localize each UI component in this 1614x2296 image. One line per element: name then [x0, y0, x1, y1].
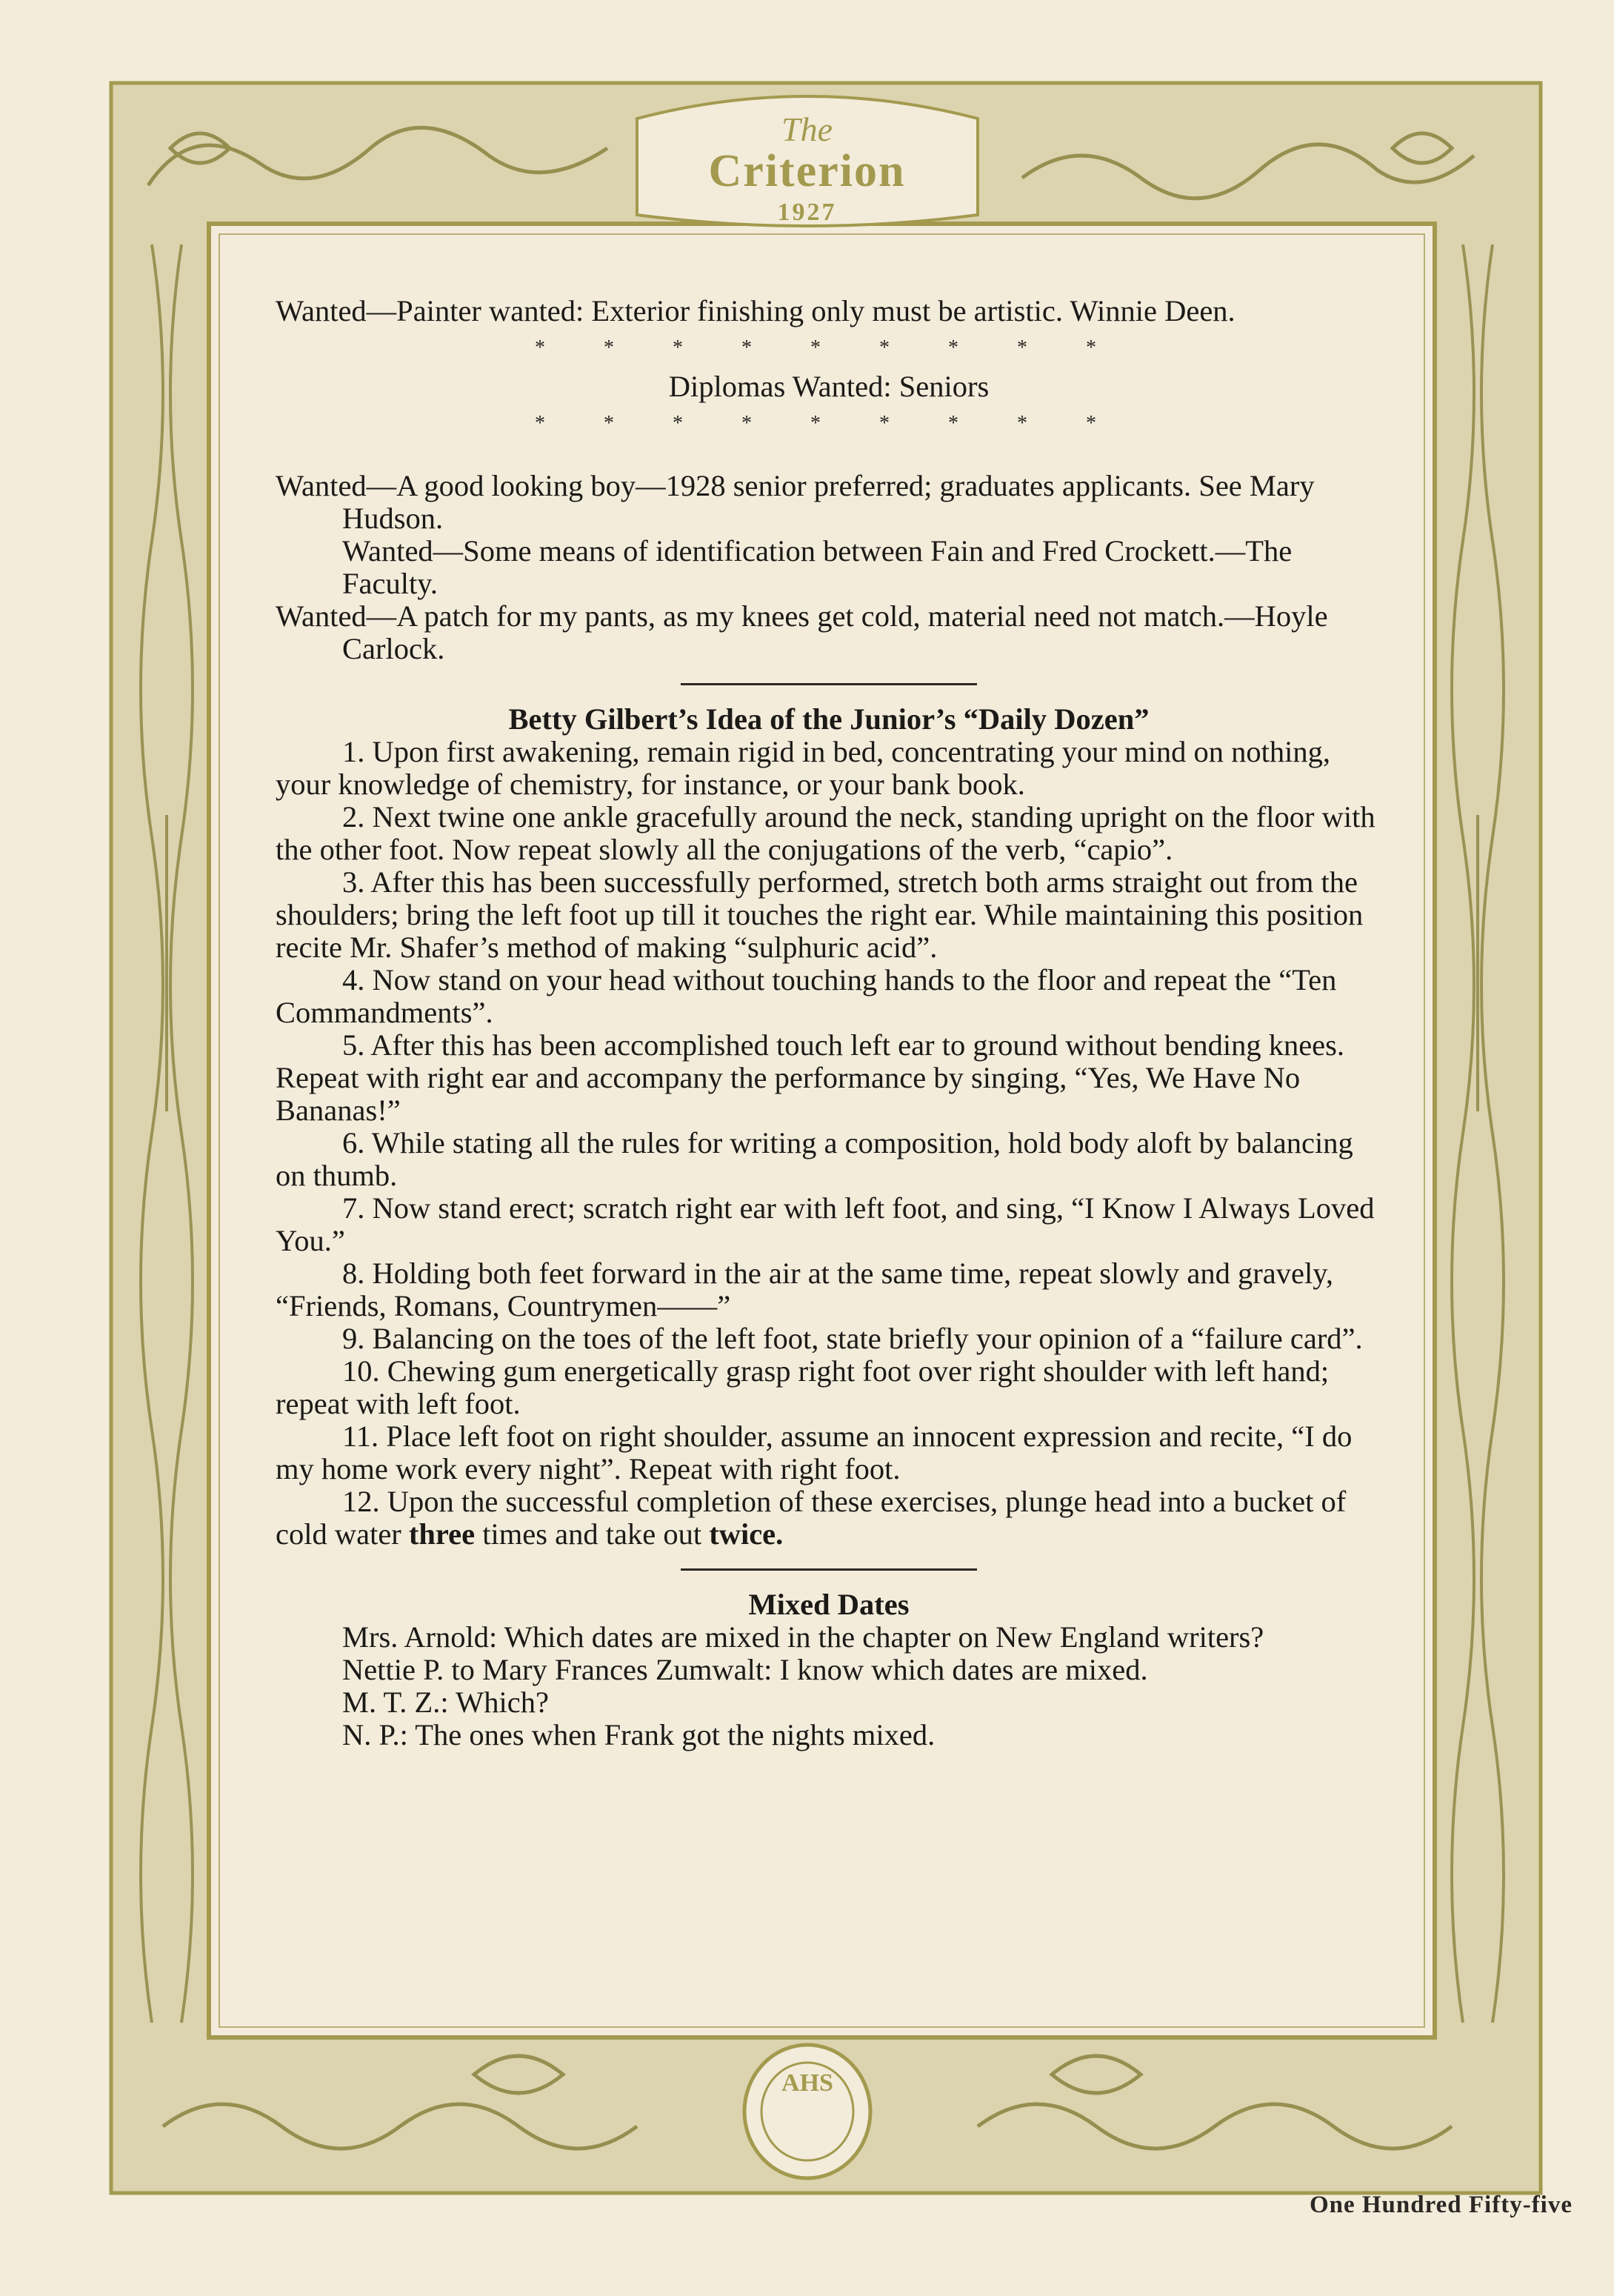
list-item: 11. Place left foot on right shoulder, assume an innocent expression and recite, “I do my home work every night”. Repeat with right foot.: [276, 1420, 1353, 1485]
list-item: 7. Now stand erect; scratch right ear with left foot, and sing, “I Know I Always Loved You.”: [276, 1191, 1375, 1257]
stars-divider: * * * * * * * * *: [535, 412, 1123, 435]
list-item: 1. Upon first awakening, remain rigid in bed, concentrating your mind on nothing, your knowledge of chemistry, for instance, or your bank book.: [276, 735, 1330, 801]
dialogue-line: N. P.: The ones when Frank got the nights mixed.: [342, 1718, 936, 1751]
list-item: 8. Holding both feet forward in the air at the same time, repeat slowly and gravely, “Friends, Romans, Countrymen——”: [276, 1257, 1333, 1322]
stars-divider: * * * * * * * * *: [535, 336, 1123, 359]
item12-mid: times and take out: [482, 1517, 702, 1551]
dialogue-line: Mrs. Arnold: Which dates are mixed in the chapter on New England writers?: [342, 1620, 1264, 1654]
list-item: 3. After this has been successfully performed, stretch both arms straight out from the shoulders; bring the left foot up till it touches the right ear. While maintaining this position recite Mr. Shafer’s method of making “sulphuric acid”.: [276, 865, 1364, 964]
header-publication: Criterion: [708, 146, 906, 196]
daily-dozen-title: Betty Gilbert’s Idea of the Junior’s “Daily Dozen”: [508, 702, 1150, 736]
divider-rule: [681, 1568, 977, 1571]
page-number: One Hundred Fifty-five: [1309, 2192, 1573, 2218]
item12-twice: twice.: [709, 1517, 784, 1551]
item12-three: three: [408, 1517, 476, 1551]
wanted-diplomas: Diplomas Wanted: Seniors: [668, 370, 990, 403]
svg-text:AHS: AHS: [781, 2069, 833, 2097]
list-item-12: [276, 1485, 1382, 1551]
wanted-painter: Wanted—Painter wanted: Exterior finishing only must be artistic. Winnie Deen.: [276, 294, 1235, 327]
item12-start: 12. Upon the successful completion of these exercises, plunge head into a bucket of cold water: [276, 1485, 1347, 1551]
list-item: 4. Now stand on your head without touching hands to the floor and repeat the “Ten Commandments”.: [276, 963, 1337, 1029]
ahs-crest: [744, 2045, 870, 2178]
wanted-patch: Wanted—A patch for my pants, as my knees get cold, material need not match.—Hoyle Carlock.: [276, 599, 1328, 665]
wanted-boy: Wanted—A good looking boy—1928 senior preferred; graduates applicants. See Mary Hudson.: [276, 469, 1315, 535]
mixed-dates-title: Mixed Dates: [748, 1588, 910, 1621]
list-item: 9. Balancing on the toes of the left foot, state briefly your opinion of a “failure card”.: [342, 1322, 1363, 1355]
list-item: 6. While stating all the rules for writing a composition, hold body aloft by balancing on thumb.: [276, 1126, 1353, 1192]
wanted-identification: Wanted—Some means of identification between Fain and Fred Crockett.—The Faculty.: [342, 534, 1293, 600]
dialogue-line: M. T. Z.: Which?: [342, 1686, 549, 1719]
list-item: 2. Next twine one ankle gracefully around the neck, standing upright on the floor with the other foot. Now repeat slowly all the conjugations of the verb, “capio”.: [276, 800, 1375, 866]
dialogue-line: Nettie P. to Mary Frances Zumwalt: I know which dates are mixed.: [342, 1653, 1148, 1686]
divider-rule: [681, 683, 977, 685]
header-year: 1927: [777, 199, 837, 226]
header-the: The: [781, 110, 833, 148]
list-item: 10. Chewing gum energetically grasp right foot over right shoulder with left hand; repeat with left foot.: [276, 1354, 1330, 1420]
list-item: 5. After this has been accomplished touch left ear to ground without bending knees. Repeat with right ear and accompany the performance by singing, “Yes, We Have No Bananas!”: [276, 1028, 1345, 1127]
page-content: [276, 295, 1382, 1751]
